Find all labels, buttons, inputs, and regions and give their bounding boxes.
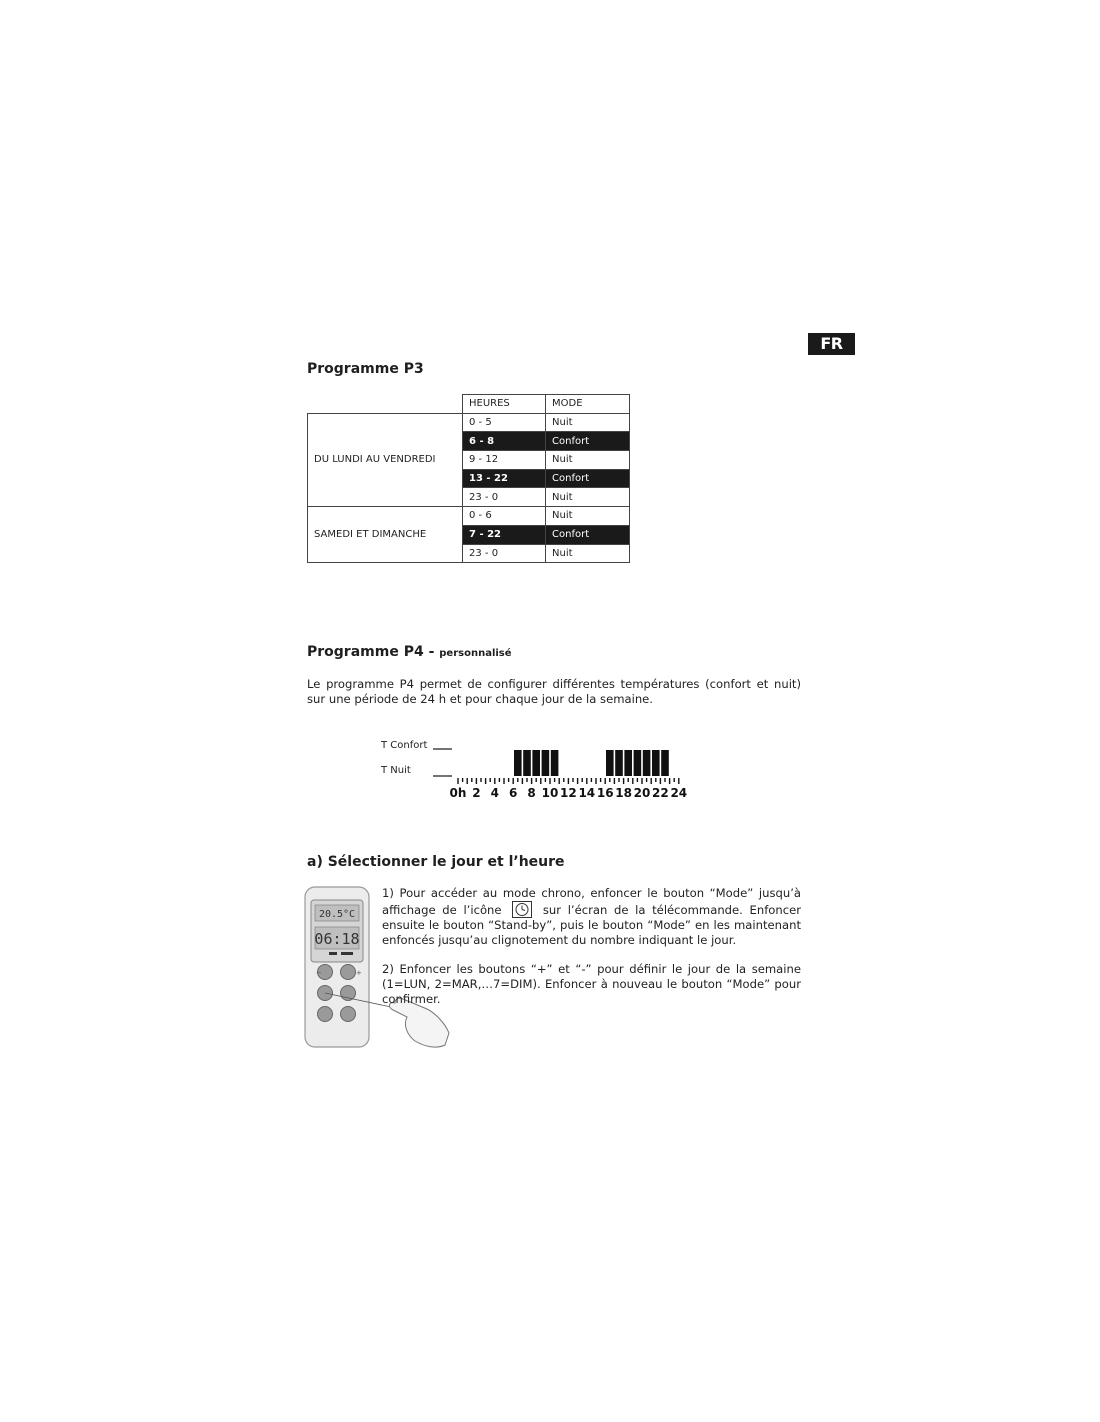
hour-tick — [549, 778, 550, 784]
p3-mode-cell: Nuit — [546, 488, 630, 507]
hour-tick — [554, 778, 555, 782]
hour-label: 2 — [472, 786, 481, 800]
hour-tick — [485, 778, 486, 784]
hour-label: 6 — [509, 786, 518, 800]
step-2: 2) Enfoncer les boutons “+” et “-” pour définir le jour de la semaine (1=LUN, 2=MAR,…7=DIM). Enfoncer à nouveau le bouton “Mode” pour confirmer. — [382, 962, 801, 1006]
remote-time-text: 06:18 — [314, 930, 360, 948]
hour-label: 22 — [652, 786, 669, 800]
hour-tick — [499, 778, 500, 782]
remote-temp-text: 20.5°C — [318, 909, 356, 920]
hour-tick — [526, 778, 527, 782]
hour-tick — [508, 778, 509, 782]
p3-mode-cell: Nuit — [546, 413, 630, 432]
hour-tick — [605, 778, 606, 784]
hour-tick — [595, 778, 596, 784]
p4-subtitle: personnalisé — [439, 648, 512, 659]
hour-tick — [490, 778, 491, 782]
hour-tick — [591, 778, 592, 782]
p3-group-label: DU LUNDI AU VENDREDI — [308, 413, 463, 506]
hour-tick — [660, 778, 661, 784]
section-a-title: a) Sélectionner le jour et l’heure — [307, 854, 565, 870]
confort-block — [551, 750, 559, 776]
remote-day-bar — [329, 952, 337, 955]
hour-tick — [503, 778, 504, 784]
p3-hours-cell: 6 - 8 — [463, 432, 546, 451]
chrono-icon — [512, 901, 532, 918]
hour-tick — [623, 778, 624, 784]
hour-tick — [586, 778, 587, 784]
remote-plus-button[interactable] — [341, 965, 356, 980]
remote-standby-button[interactable] — [341, 1007, 356, 1022]
hour-tick — [480, 778, 481, 782]
hour-tick — [559, 778, 560, 784]
p3-group-label: SAMEDI ET DIMANCHE — [308, 507, 463, 563]
hour-tick — [513, 778, 514, 784]
step-1-text-b: sur l’écran de la télécommande. Enfoncer ensuite le bouton “Stand-by”, puis le bouton “Mode” en les maintenant enfoncés jusqu’au clignotement du nombre indiquant le jour. — [382, 903, 801, 947]
hour-tick — [536, 778, 537, 782]
step-1-text-a: 1) Pour accéder au mode chrono, enfoncer le bouton “Mode” jusqu’à affichage de l’icône — [382, 886, 801, 917]
hour-tick — [462, 778, 463, 782]
p3-hours-cell: 9 - 12 — [463, 451, 546, 470]
table-row — [308, 507, 630, 526]
confort-block — [624, 750, 632, 776]
hour-tick — [471, 778, 472, 782]
p3-mode-cell: Confort — [546, 469, 630, 488]
label-t-nuit: T Nuit — [381, 765, 411, 776]
p3-hours-cell: 7 - 22 — [463, 525, 546, 544]
p3-hours-cell: 0 - 6 — [463, 507, 546, 526]
remote-minus-label: − — [316, 969, 322, 977]
p4-title-text: Programme P4 - — [307, 644, 440, 660]
hour-label: 14 — [578, 786, 596, 800]
confort-block — [661, 750, 669, 776]
hour-label: 24 — [670, 786, 688, 800]
hour-tick — [457, 778, 458, 784]
confort-block — [643, 750, 651, 776]
hour-tick — [664, 778, 665, 782]
hour-tick — [618, 778, 619, 782]
hour-tick — [669, 778, 670, 784]
hour-tick — [568, 778, 569, 784]
hour-label: 10 — [541, 786, 559, 800]
confort-block — [532, 750, 540, 776]
hour-tick — [614, 778, 615, 784]
p3-mode-cell: Confort — [546, 432, 630, 451]
p3-hours-cell: 23 - 0 — [463, 544, 546, 563]
hour-tick — [517, 778, 518, 782]
p3-table — [307, 394, 630, 563]
hour-tick — [563, 778, 564, 782]
hour-tick — [637, 778, 638, 782]
p3-mode-cell: Nuit — [546, 544, 630, 563]
hour-label: 18 — [615, 786, 632, 800]
p4-timeline — [430, 740, 700, 805]
hour-tick — [582, 778, 583, 782]
p3-header-row — [308, 395, 630, 414]
hour-tick — [522, 778, 523, 784]
hour-tick — [577, 778, 578, 784]
hour-tick — [494, 778, 495, 784]
p4-title — [307, 644, 512, 660]
p3-hours-cell: 13 - 22 — [463, 469, 546, 488]
table-row — [308, 413, 630, 432]
p3-col-mode: MODE — [546, 395, 630, 414]
hour-tick — [540, 778, 541, 784]
label-t-confort: T Confort — [381, 740, 428, 751]
confort-block — [615, 750, 623, 776]
hour-tick — [572, 778, 573, 782]
p3-mode-cell: Nuit — [546, 507, 630, 526]
remote-timer-button[interactable] — [318, 1007, 333, 1022]
hour-label: 12 — [560, 786, 577, 800]
hour-label: 0h — [449, 786, 467, 800]
hour-tick — [632, 778, 633, 784]
p3-mode-cell: Confort — [546, 525, 630, 544]
p3-hours-cell: 0 - 5 — [463, 413, 546, 432]
hour-tick — [476, 778, 477, 784]
language-badge: FR — [808, 333, 855, 355]
p3-hours-cell: 23 - 0 — [463, 488, 546, 507]
hour-tick — [674, 778, 675, 782]
hour-label: 8 — [527, 786, 536, 800]
p3-title: Programme P3 — [307, 361, 424, 377]
hour-tick — [655, 778, 656, 782]
p3-col-hours: HEURES — [463, 395, 546, 414]
confort-block — [514, 750, 522, 776]
confort-block — [634, 750, 642, 776]
hour-tick — [628, 778, 629, 782]
hour-tick — [545, 778, 546, 782]
hour-tick — [600, 778, 601, 782]
hour-tick — [641, 778, 642, 784]
hour-label: 20 — [633, 786, 651, 800]
step-1 — [382, 886, 801, 948]
p3-mode-cell: Nuit — [546, 451, 630, 470]
confort-block — [542, 750, 550, 776]
confort-block — [523, 750, 531, 776]
hour-tick — [467, 778, 468, 784]
confort-block — [652, 750, 660, 776]
hour-tick — [651, 778, 652, 784]
hour-tick — [646, 778, 647, 782]
hour-label: 16 — [596, 786, 614, 800]
p4-paragraph: Le programme P4 permet de configurer différentes températures (confort et nuit) sur une période de 24 h et pour chaque jour de la semaine. — [307, 677, 801, 706]
remote-plus-label: + — [356, 969, 362, 977]
hour-tick — [678, 778, 679, 784]
confort-block — [606, 750, 614, 776]
hour-tick — [609, 778, 610, 782]
hour-label: 4 — [490, 786, 499, 800]
remote-day-bar — [341, 952, 353, 955]
hour-tick — [531, 778, 532, 784]
